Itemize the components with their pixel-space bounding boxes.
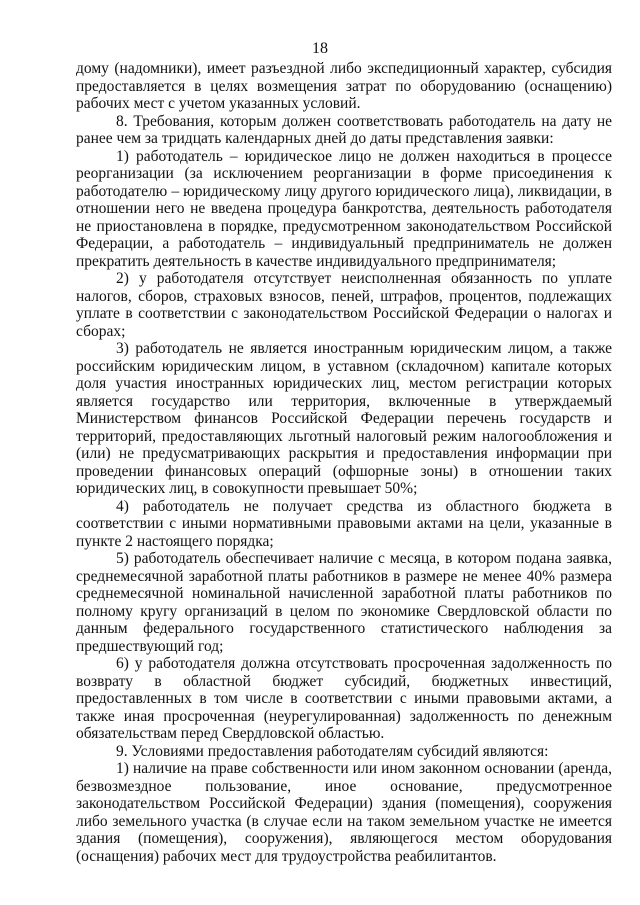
paragraph-section-8: 8. Требования, которым должен соответствовать работодатель на дату не ранее чем за тридцать календарных дней до даты представления заявки: xyxy=(76,112,612,147)
paragraph-item-8-4: 4) работодатель не получает средства из областного бюджета в соответствии с иными нормативными правовыми актами на цели, указанные в пункте 2 настоящего порядка; xyxy=(76,497,612,550)
paragraph-item-8-5: 5) работодатель обеспечивает наличие с месяца, в котором подана заявка, среднемесячной заработной платы работников в размере не менее 40% размера среднемесячной номинальной начисленной заработной платы работников по полному кругу организаций в целом по экономике Свердловской области по данным федерального государственного статистического наблюдения за предшествующий год; xyxy=(76,550,612,655)
paragraph-section-9: 9. Условиями предоставления работодателям субсидий являются: xyxy=(116,742,549,760)
page-number: 18 xyxy=(312,40,328,57)
document-body xyxy=(76,60,612,865)
paragraph-item-8-3: 3) работодатель не является иностранным юридическим лицом, а также российским юридическим лицом, в уставном (складочном) капитале которых доля участия иностранных юридических лиц, местом регистрации которых является государство или территория, включенные в утверждаемый Министерством финансов Российской Федерации перечень государств и территорий, предоставляющих льготный налоговый режим налогообложения и (или) не предусматривающих раскрытия и предоставления информации при проведении финансовых операций (офшорные зоны) в отношении таких юридических лиц, в совокупности превышает 50%; xyxy=(76,340,612,497)
paragraph-continuation: дому (надомники), имеет разъездной либо экспедиционный характер, субсидия предоставляется в целях возмещения затрат по оборудованию (оснащению) рабочих мест с учетом указанных условий. xyxy=(76,60,612,112)
paragraph-item-8-1: 1) работодатель – юридическое лицо не должен находиться в процессе реорганизации (за исключением реорганизации в форме присоединения к работодателю – юридическому лицу другого юридического лица), ликвидации, в отношении него не введена процедура банкротства, деятельность работодателя не приостановлена в порядке, предусмотренном законодательством Российской Федерации, а работодатель – индивидуальный предприниматель не должен прекратить деятельность в качестве индивидуального предпринимателя; xyxy=(76,147,612,270)
paragraph-item-8-6: 6) у работодателя должна отсутствовать просроченная задолженность по возврату в областной бюджет субсидий, бюджетных инвестиций, предоставленных в том числе в соответствии с иными правовыми актами, а также иная просроченная (неурегулированная) задолженность по денежным обязательствам перед Свердловской областью. xyxy=(76,655,612,742)
paragraph-item-9-1: 1) наличие на праве собственности или ином законном основании (аренда, безвозмездное пользование, иное основание, предусмотренное законодательством Российской Федерации) здания (помещения), сооружения либо земельного участка (в случае если на таком земельном участке не имеется здания (помещения), сооружения), являющегося местом оборудования (оснащения) рабочих мест для трудоустройства реабилитантов. xyxy=(76,760,612,865)
paragraph-item-8-2: 2) у работодателя отсутствует неисполненная обязанность по уплате налогов, сборов, страховых взносов, пеней, штрафов, процентов, подлежащих уплате в соответствии с законодательством Российской Федерации о налогах и сборах; xyxy=(76,270,612,340)
